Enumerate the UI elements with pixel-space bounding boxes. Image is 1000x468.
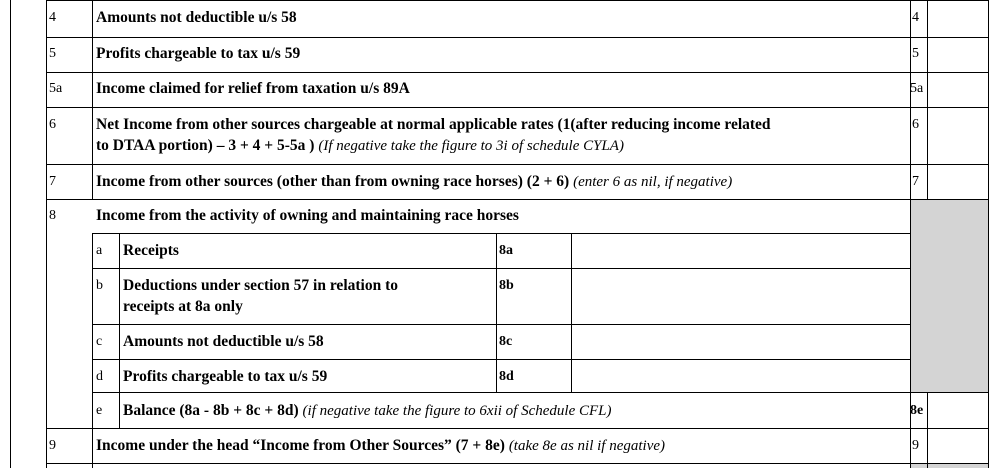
row-7-note: (enter 6 as nil, if negative)	[573, 174, 733, 190]
row-7-ref: 7	[912, 174, 919, 189]
row-6-label-line2	[96, 135, 624, 157]
row-8d-letter: d	[96, 369, 103, 384]
row-8b-label-line1: Deductions under section 57 in relation to	[123, 277, 398, 294]
row-4-label: Amounts not deductible u/s 58	[96, 9, 297, 26]
row-5-ref: 5	[912, 46, 919, 61]
row-8e-letter: e	[96, 403, 103, 418]
row-4-input[interactable]	[928, 1, 987, 36]
row-8e-label: Balance (8a - 8b + 8c + 8d)	[123, 402, 299, 419]
row-8d-ref: 8d	[499, 369, 514, 384]
row-8b-letter: b	[96, 278, 103, 293]
row-8a-input[interactable]	[572, 234, 909, 267]
row-8e-label-line	[123, 400, 612, 422]
row-4-ref: 4	[912, 10, 919, 25]
row-5a-input[interactable]	[928, 73, 987, 106]
row-8c-ref: 8c	[499, 334, 513, 349]
row-7-input[interactable]	[928, 165, 987, 198]
row-6-input[interactable]	[928, 108, 987, 163]
row-4-number: 4	[49, 10, 56, 25]
row-8a-letter: a	[96, 243, 103, 258]
row-8a-ref: 8a	[499, 243, 513, 258]
row-9-label: Income under the head “Income from Other Sources” (7 + 8e)	[96, 437, 505, 454]
row-6-number: 6	[49, 117, 56, 132]
shaded-area	[910, 199, 988, 392]
row-6-note: (If negative take the figure to 3i of schedule CYLA)	[318, 138, 624, 154]
row-9-ref: 9	[912, 438, 919, 453]
row-6-ref: 6	[912, 117, 919, 132]
row-9-note: (take 8e as nil if negative)	[508, 438, 666, 454]
row-8b-label-line2: receipts at 8a only	[123, 298, 243, 315]
row-7-label: Income from other sources (other than from owning race horses) (2 + 6)	[96, 173, 570, 190]
row-6-label-line1: Net Income from other sources chargeable at normal applicable rates (1(after reducing income related	[96, 116, 771, 133]
row-9-number: 9	[49, 438, 56, 453]
row-8-label: Income from the activity of owning and maintaining race horses	[96, 207, 519, 224]
row-8a-label: Receipts	[123, 242, 179, 259]
row-5-number: 5	[49, 46, 56, 61]
row-8b-input[interactable]	[572, 269, 909, 323]
row-9-label-line	[96, 435, 665, 457]
row-8e-note: (if negative take the figure to 6xii of Schedule CFL)	[302, 403, 612, 419]
row-7-label-line	[96, 171, 732, 193]
row-9-input[interactable]	[928, 429, 987, 462]
row-8e-ref: 8e	[910, 403, 924, 418]
row-8-number: 8	[49, 208, 56, 223]
row-8c-input[interactable]	[572, 325, 909, 358]
row-8e-input[interactable]	[928, 393, 987, 427]
row-5a-number: 5a	[49, 81, 63, 96]
row-5a-label: Income claimed for relief from taxation u/s 89A	[96, 80, 410, 97]
row-7-number: 7	[49, 174, 56, 189]
row-8b-ref: 8b	[499, 278, 514, 293]
row-8c-letter: c	[96, 334, 103, 349]
row-5a-ref: 5a	[910, 81, 924, 96]
row-5-label: Profits chargeable to tax u/s 59	[96, 45, 301, 62]
row-8c-label: Amounts not deductible u/s 58	[123, 333, 324, 350]
row-6-formula: to DTAA portion) – 3 + 4 + 5-5a )	[96, 137, 315, 154]
row-8d-input[interactable]	[572, 360, 909, 391]
row-5-input[interactable]	[928, 38, 987, 71]
row-8d-label: Profits chargeable to tax u/s 59	[123, 368, 328, 385]
